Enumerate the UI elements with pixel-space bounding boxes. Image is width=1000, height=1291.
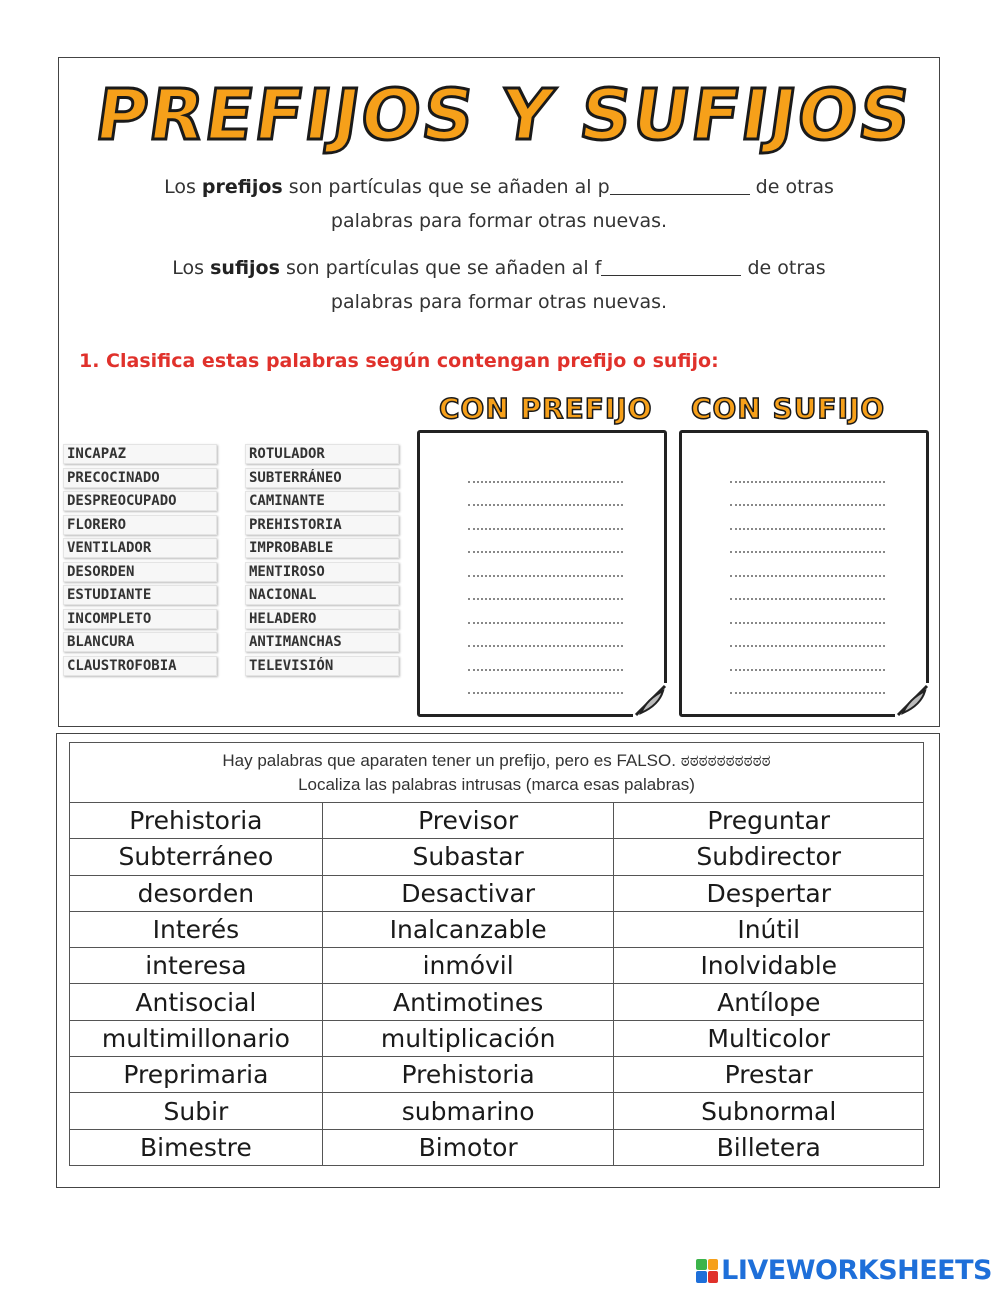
answer-lines [730, 459, 885, 694]
table-row [70, 839, 924, 875]
dotted-answer-line[interactable] [468, 577, 623, 601]
word-card[interactable]: PREHISTORIA [245, 515, 399, 535]
word-card[interactable]: PRECOCINADO [63, 468, 217, 488]
word-cell[interactable]: inmóvil [322, 948, 614, 984]
word-list-column-2 [245, 444, 399, 679]
table-row [70, 875, 924, 911]
word-cell[interactable]: Inolvidable [614, 948, 924, 984]
word-cell[interactable]: Prestar [614, 1057, 924, 1093]
word-cell[interactable]: Prehistoria [322, 1057, 614, 1093]
instruction-text: 1. Clasifica estas palabras según contengan prefijo o sufijo: [79, 350, 719, 372]
dotted-answer-line[interactable] [730, 506, 885, 530]
suffix-column-header: CON SUFIJO [691, 392, 886, 425]
table-row [70, 1020, 924, 1056]
word-cell[interactable]: submarino [322, 1093, 614, 1129]
dotted-answer-line[interactable] [468, 647, 623, 671]
prefix-keyword: prefijos [201, 176, 283, 198]
prefix-definition: Los prefijos son partículas que se añaden al p de otras palabras para formar otras nuevas. [89, 170, 909, 238]
dotted-answer-line[interactable] [468, 553, 623, 577]
logo-square [708, 1271, 719, 1283]
word-card[interactable]: IMPROBABLE [245, 538, 399, 558]
word-card[interactable]: SUBTERRÁNEO [245, 468, 399, 488]
word-cell[interactable]: Billetera [614, 1129, 924, 1165]
word-cell[interactable]: Antílope [614, 984, 924, 1020]
word-card[interactable]: HELADERO [245, 609, 399, 629]
table-intro: Hay palabras que aparaten tener un prefijo, pero es FALSO. ಠಠಠಠಠಠಠಠಠಠ Localiza las palabras intrusas (marca esas palabras) [70, 743, 924, 803]
table-row [70, 984, 924, 1020]
dotted-answer-line[interactable] [730, 647, 885, 671]
dotted-answer-line[interactable] [730, 600, 885, 624]
word-cell[interactable]: Bimestre [70, 1129, 323, 1165]
word-cell[interactable]: Bimotor [322, 1129, 614, 1165]
word-cell[interactable]: Previsor [322, 803, 614, 839]
dotted-answer-line[interactable] [730, 553, 885, 577]
worksheet-panel [58, 57, 940, 727]
word-list-column-1 [63, 444, 217, 679]
suffix-answer-sheet[interactable] [679, 430, 929, 717]
dotted-answer-line[interactable] [730, 671, 885, 695]
word-cell[interactable]: Inalcanzable [322, 911, 614, 947]
word-cell[interactable]: Despertar [614, 875, 924, 911]
logo-square [696, 1271, 707, 1283]
dotted-answer-line[interactable] [468, 459, 623, 483]
logo-mark-icon [696, 1259, 718, 1283]
dotted-answer-line[interactable] [468, 483, 623, 507]
word-cell[interactable]: Prehistoria [70, 803, 323, 839]
word-cell[interactable]: Antisocial [70, 984, 323, 1020]
word-card[interactable]: DESORDEN [63, 562, 217, 582]
dotted-answer-line[interactable] [730, 483, 885, 507]
page-curl-icon [633, 683, 667, 717]
intruder-words-panel [56, 733, 940, 1188]
dotted-answer-line[interactable] [468, 506, 623, 530]
word-card[interactable]: DESPREOCUPADO [63, 491, 217, 511]
word-cell[interactable]: Subir [70, 1093, 323, 1129]
word-card[interactable]: CLAUSTROFOBIA [63, 656, 217, 676]
word-cell[interactable]: multiplicación [322, 1020, 614, 1056]
suffix-definition: Los sufijos son partículas que se añaden al f de otras palabras para formar otras nuevas. [89, 251, 909, 319]
table-row [70, 1057, 924, 1093]
word-card[interactable]: ROTULADOR [245, 444, 399, 464]
worksheet-title: PREFIJOS Y SUFIJOS [90, 74, 918, 156]
table-intro-row [70, 743, 924, 803]
table-row [70, 1093, 924, 1129]
intruder-words-table [69, 742, 924, 1166]
page-curl-icon [895, 683, 929, 717]
word-cell[interactable]: Subterráneo [70, 839, 323, 875]
word-card[interactable]: BLANCURA [63, 632, 217, 652]
word-card[interactable]: ESTUDIANTE [63, 585, 217, 605]
word-card[interactable]: NACIONAL [245, 585, 399, 605]
word-cell[interactable]: interesa [70, 948, 323, 984]
word-card[interactable]: TELEVISIÓN [245, 656, 399, 676]
dotted-answer-line[interactable] [730, 530, 885, 554]
word-card[interactable]: ANTIMANCHAS [245, 632, 399, 652]
prefix-blank-input[interactable] [610, 173, 750, 195]
table-row [70, 1129, 924, 1165]
word-cell[interactable]: Interés [70, 911, 323, 947]
dotted-answer-line[interactable] [468, 530, 623, 554]
prefix-column-header: CON PREFIJO [439, 392, 653, 425]
word-card[interactable]: MENTIROSO [245, 562, 399, 582]
dotted-answer-line[interactable] [730, 577, 885, 601]
table-row [70, 948, 924, 984]
word-cell[interactable]: Antimotines [322, 984, 614, 1020]
dotted-answer-line[interactable] [468, 600, 623, 624]
word-cell[interactable]: desorden [70, 875, 323, 911]
word-card[interactable]: VENTILADOR [63, 538, 217, 558]
answer-lines [468, 459, 623, 694]
table-row [70, 911, 924, 947]
word-cell[interactable]: Subdirector [614, 839, 924, 875]
word-cell[interactable]: multimillonario [70, 1020, 323, 1056]
prefix-answer-sheet[interactable] [417, 430, 667, 717]
word-cell[interactable]: Subnormal [614, 1093, 924, 1129]
word-cell[interactable]: Preprimaria [70, 1057, 323, 1093]
word-cell[interactable]: Preguntar [614, 803, 924, 839]
word-cell[interactable]: Subastar [322, 839, 614, 875]
dotted-answer-line[interactable] [730, 459, 885, 483]
suffix-blank-input[interactable] [601, 254, 741, 276]
logo-square [696, 1259, 707, 1271]
logo-text: LIVEWORKSHEETS [721, 1255, 992, 1286]
word-cell[interactable]: Multicolor [614, 1020, 924, 1056]
suffix-keyword: sufijos [210, 257, 280, 279]
logo-square [708, 1259, 719, 1271]
word-card[interactable]: CAMINANTE [245, 491, 399, 511]
liveworksheets-logo [696, 1255, 992, 1286]
word-cell[interactable]: Desactivar [322, 875, 614, 911]
word-card[interactable]: FLORERO [63, 515, 217, 535]
dotted-answer-line[interactable] [468, 671, 623, 695]
word-cell[interactable]: Inútil [614, 911, 924, 947]
table-row [70, 803, 924, 839]
word-card[interactable]: INCOMPLETO [63, 609, 217, 629]
word-card[interactable]: INCAPAZ [63, 444, 217, 464]
dotted-answer-line[interactable] [468, 624, 623, 648]
dotted-answer-line[interactable] [730, 624, 885, 648]
